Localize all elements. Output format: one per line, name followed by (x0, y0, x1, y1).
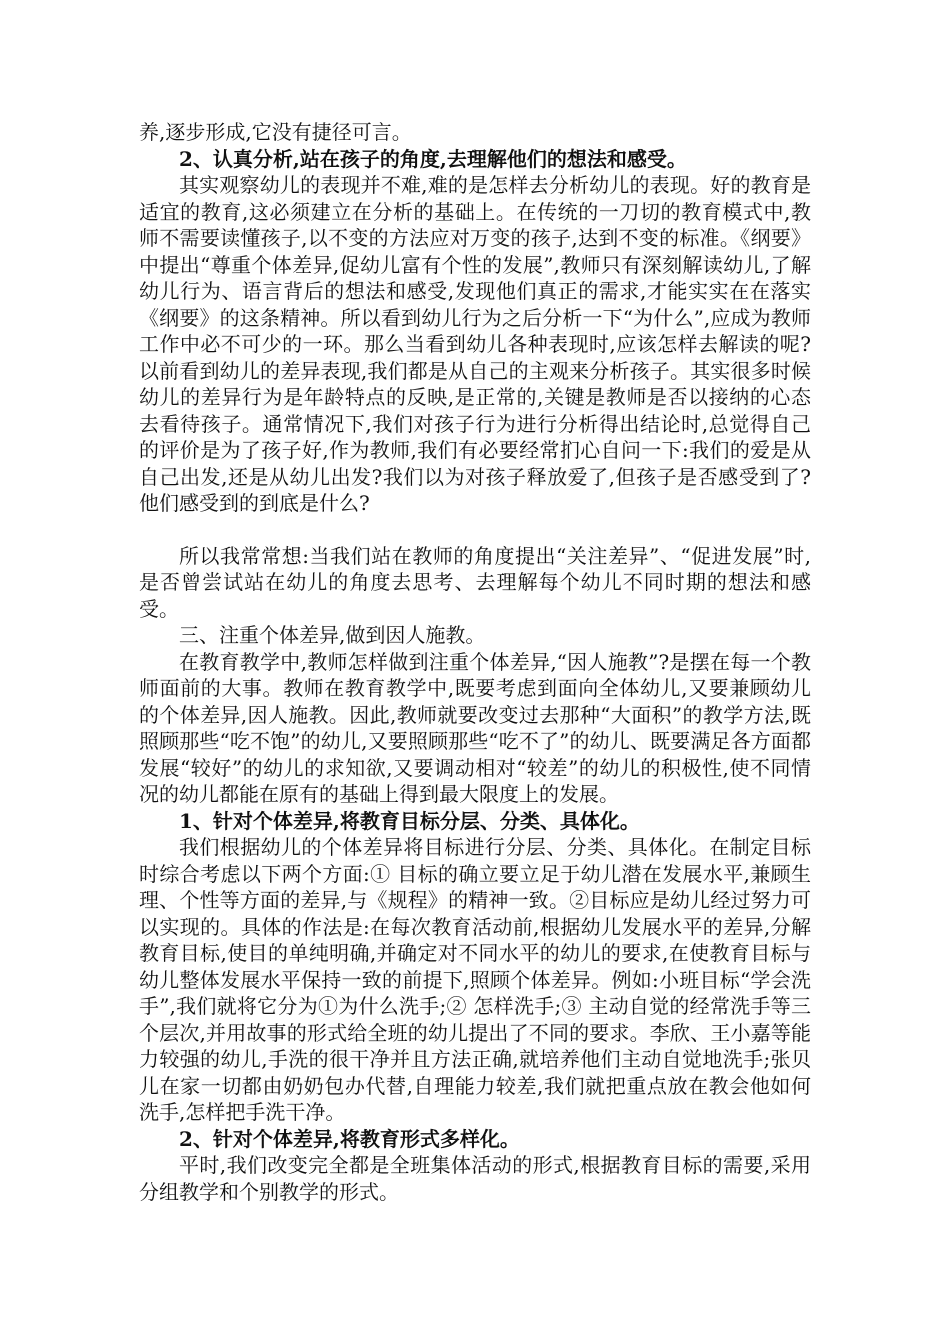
section-heading-layered-goals: 1、针对个体差异,将教育目标分层、分类、具体化。 (179, 808, 640, 833)
paragraph-gap (139, 517, 811, 543)
paragraph-continuation: 养,逐步形成,它没有捷径可言。 (139, 120, 412, 144)
paragraph-layered-goals: 我们根据幼儿的个体差异将目标进行分层、分类、具体化。在制定目标时综合考虑以下两个方面:① 目标的确立要立足于幼儿潜在发展水平,兼顾生理、个性等方面的差异,与《规程》的精神一致。②目标应是幼儿经过努力可以实现的。具体的作法是:在每次教育活动前,根据幼儿发展水平的差异,分解教育目标,使目的单纯明确,并确定对不同水平的幼儿的要求,在使教育目标与幼儿整体发展水平保持一致的前提下,照顾个体差异。例如:小班目标“学会洗手”,我们就将它分为①为什么洗手;② 怎样洗手;③ 主动自觉的经常洗手等三个层次,并用故事的形式给全班的幼儿提出了不同的要求。李欣、王小嘉等能力较强的幼儿,手洗的很干净并且方法正确,就培养他们主动自觉地洗手;张贝儿在家一切都由奶奶包办代替,自理能力较差,我们就把重点放在教会他如何洗手,怎样把手洗干净。 (139, 835, 811, 1124)
section-heading-individual-teaching: 三、注重个体差异,做到因人施教。 (179, 623, 486, 647)
paragraph-diverse-forms: 平时,我们改变完全都是全班集体活动的形式,根据教育目标的需要,采用分组教学和个别教学的形式。 (139, 1153, 811, 1204)
paragraph-reflection: 所以我常常想:当我们站在教师的角度提出“关注差异”、“促进发展”时,是否曾尝试站在幼儿的角度去思考、去理解每个幼儿不同时期的想法和感受。 (139, 543, 811, 621)
section-heading-diverse-forms: 2、针对个体差异,将教育形式多样化。 (179, 1126, 520, 1151)
paragraph-analysis: 其实观察幼儿的表现并不难,难的是怎样去分析幼儿的表现。好的教育是适宜的教育,这必须建立在分析的基础上。在传统的一刀切的教育模式中,教师不需要读懂孩子,以不变的方法应对万变的孩子,达到不变的标准。《纲要》中提出“尊重个体差异,促幼儿富有个性的发展”,教师只有深刻解读幼儿,了解幼儿行为、语言背后的想法和感受,发现他们真正的需求,才能实实在在落实《纲要》的这条精神。所以看到幼儿行为之后分析一下“为什么”,应成为教师工作中必不可少的一环。那么当看到幼儿各种表现时,应该怎样去解读的呢?以前看到幼儿的差异表现,我们都是从自己的主观来分析孩子。其实很多时候幼儿的差异行为是年龄特点的反映,是正常的,关键是教师是否以接纳的心态去看待孩子。通常情况下,我们对孩子行为进行分析得出结论时,总觉得自己的评价是为了孩子好,作为教师,我们有必要经常扪心自问一下:我们的爱是从自己出发,还是从幼儿出发?我们以为对孩子释放爱了,但孩子是否感受到了?他们感受到的到底是什么? (139, 173, 811, 515)
document-body (139, 119, 811, 1205)
section-heading-understand-feelings: 2、认真分析,站在孩子的角度,去理解他们的想法和感受。 (179, 146, 687, 171)
paragraph-individual-differences: 在教育教学中,教师怎样做到注重个体差异,“因人施教”?是摆在每一个教师面前的大事。教师在教育教学中,既要考虑到面向全体幼儿,又要兼顾幼儿的个体差异,因人施教。因此,教师就要改变过去那种“大面积”的教学方法,既照顾那些“吃不饱”的幼儿,又要照顾那些“吃不了”的幼儿、既要满足各方面都发展“较好”的幼儿的求知欲,又要调动相对“较差”的幼儿的积极性,使不同情况的幼儿都能在原有的基础上得到最大限度上的发展。 (139, 649, 811, 806)
